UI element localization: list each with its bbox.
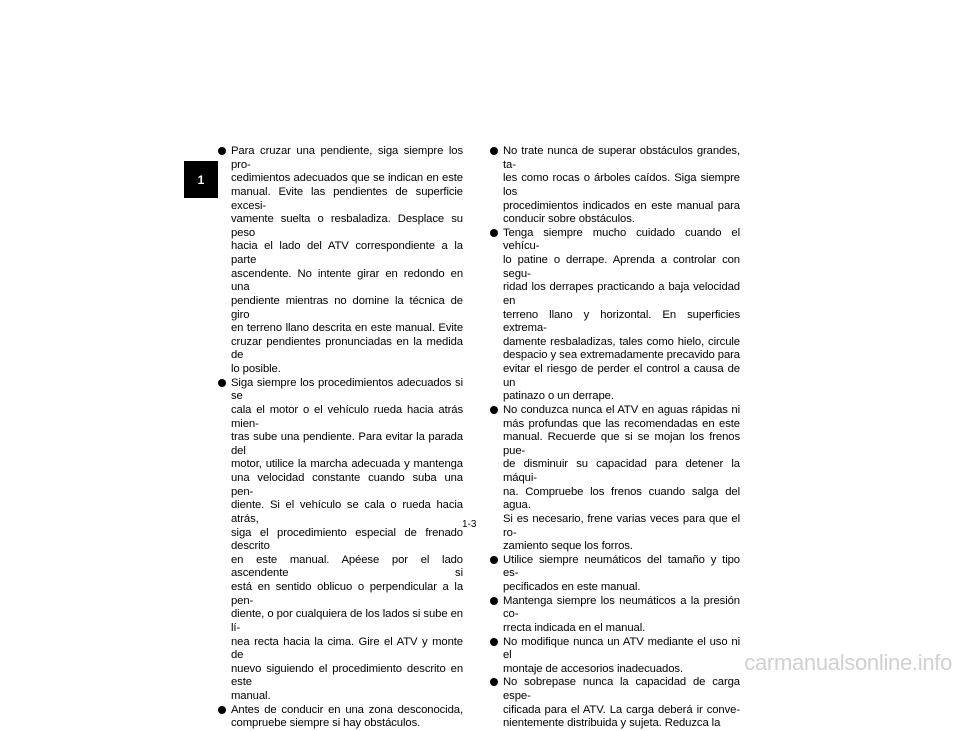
bullet-icon xyxy=(490,406,498,414)
text-line: pecificados en este manual. xyxy=(503,581,641,593)
text-line: despacio y sea extremadamente precavido para xyxy=(503,349,740,362)
watermark: carmanualsonline.info xyxy=(744,650,952,675)
text-line: compruebe siempre si hay obstáculos. xyxy=(231,717,421,730)
bullet-icon xyxy=(490,147,498,155)
text-line: manual. xyxy=(231,690,271,702)
bullet-item xyxy=(490,404,740,554)
text-line: damente resbaladizas, tales como hielo, circule xyxy=(503,335,740,348)
text-line: tras sube una pendiente. Para evitar la parada del xyxy=(231,431,463,457)
right-column xyxy=(490,145,740,731)
text-line: Mantenga siempre los neumáticos a la presión co- xyxy=(503,594,740,621)
text-line: nuevo siguiendo el procedimiento descrito en este xyxy=(231,662,463,689)
text-line: conducir sobre obstáculos. xyxy=(503,213,635,226)
text-line: No trate nunca de superar obstáculos grandes, ta- xyxy=(503,145,740,171)
text-line: No sobrepase nunca la capacidad de carga espe- xyxy=(503,676,740,702)
bullet-item xyxy=(490,145,740,227)
text-line: procedimientos indicados en este manual para xyxy=(503,199,740,212)
bullet-item xyxy=(490,676,740,731)
bullet-item xyxy=(490,554,740,595)
text-line: evitar el riesgo de perder el control a causa de un xyxy=(503,363,740,389)
bullet-icon xyxy=(490,556,498,564)
text-line: en este manual. Apéese por el lado ascendente si xyxy=(231,553,463,580)
bullet-icon xyxy=(218,147,226,155)
bullet-item xyxy=(218,145,463,377)
text-line: en terreno llano descrita en este manual. Evite xyxy=(231,322,463,335)
text-line: ridad los derrapes practicando a baja velocidad en xyxy=(503,281,740,307)
text-line: Siga siempre los procedimientos adecuados si se xyxy=(231,376,463,403)
text-line: vamente suelta o resbaladiza. Desplace su peso xyxy=(231,213,463,239)
text-line: cruzar pendientes pronunciadas en la medida de xyxy=(231,335,463,362)
text-line: montaje de accesorios inadecuados. xyxy=(503,662,683,675)
text-line: lo posible. xyxy=(231,363,281,375)
bullet-icon xyxy=(218,706,226,714)
chapter-tab-number: 1 xyxy=(197,172,205,187)
text-line: hacia el lado del ATV correspondiente a la parte xyxy=(231,240,463,266)
text-line: de disminuir su capacidad para detener la máqui- xyxy=(503,458,740,484)
text-line: lo patine o derrape. Aprenda a controlar con segu- xyxy=(503,254,740,280)
text-line: Tenga siempre mucho cuidado cuando el vehícu- xyxy=(503,226,740,253)
bullet-icon xyxy=(218,379,226,387)
text-line: Para cruzar una pendiente, siga siempre los pro- xyxy=(231,145,463,171)
text-line: cedimientos adecuados que se indican en este xyxy=(231,172,463,185)
bullet-icon xyxy=(490,678,498,686)
text-line: nientemente distribuida y sujeta. Reduzca la xyxy=(503,717,721,730)
text-line: les como rocas o árboles caídos. Siga siempre los xyxy=(503,172,740,198)
text-line: ascendente. No intente girar en redondo en una xyxy=(231,267,463,294)
text-line: está en sentido oblicuo o perpendicular a la pen- xyxy=(231,581,463,607)
bullet-icon xyxy=(490,229,498,237)
bullet-item xyxy=(218,704,463,731)
text-line: diente, o por cualquiera de los lados si sube en lí- xyxy=(231,608,463,634)
text-line: zamiento seque los forros. xyxy=(503,540,633,553)
bullet-item xyxy=(490,227,740,404)
bullet-item xyxy=(490,595,740,636)
text-line: rrecta indicada en el manual. xyxy=(503,621,646,634)
text-line: No conduzca nunca el ATV en aguas rápidas ni xyxy=(503,403,740,416)
bullet-icon xyxy=(490,638,498,646)
bullet-item xyxy=(490,636,740,677)
text-line: motor, utilice la marcha adecuada y mantenga xyxy=(231,458,463,471)
page-number: 1-3 xyxy=(462,519,477,530)
text-line: Antes de conducir en una zona desconocida, xyxy=(231,703,463,716)
text-line: na. Compruebe los frenos cuando salga del agua. xyxy=(503,485,740,512)
text-line: cificada para el ATV. La carga deberá ir conve- xyxy=(503,703,740,716)
bullet-icon xyxy=(490,597,498,605)
chapter-tab xyxy=(184,161,218,198)
text-line: siga el procedimiento especial de frenado descrito xyxy=(231,526,463,553)
text-line: manual. Recuerde que si se mojan los frenos pue- xyxy=(503,431,740,457)
text-line: No modifique nunca un ATV mediante el uso ni el xyxy=(503,635,740,662)
text-line: cala el motor o el vehículo rueda hacia atrás mien- xyxy=(231,403,463,430)
text-line: diente. Si el vehículo se cala o rueda hacia atrás, xyxy=(231,499,463,525)
text-line: pendiente mientras no domine la técnica de giro xyxy=(231,294,463,321)
text-line: manual. Evite las pendientes de superficie excesi- xyxy=(231,185,463,212)
text-line: Utilice siempre neumáticos del tamaño y tipo es- xyxy=(503,553,740,580)
text-line: más profundas que las recomendadas en este xyxy=(503,417,740,430)
left-column xyxy=(218,145,463,731)
text-line: terreno llano y horizontal. En superficies extrema- xyxy=(503,308,740,335)
bullet-item xyxy=(218,377,463,704)
text-line: nea recta hacia la cima. Gire el ATV y monte de xyxy=(231,635,463,662)
text-line: Si es necesario, frene varias veces para que el ro- xyxy=(503,512,740,539)
text-line: patinazo o un derrape. xyxy=(503,390,614,403)
text-line: una velocidad constante cuando suba una pen- xyxy=(231,472,463,498)
